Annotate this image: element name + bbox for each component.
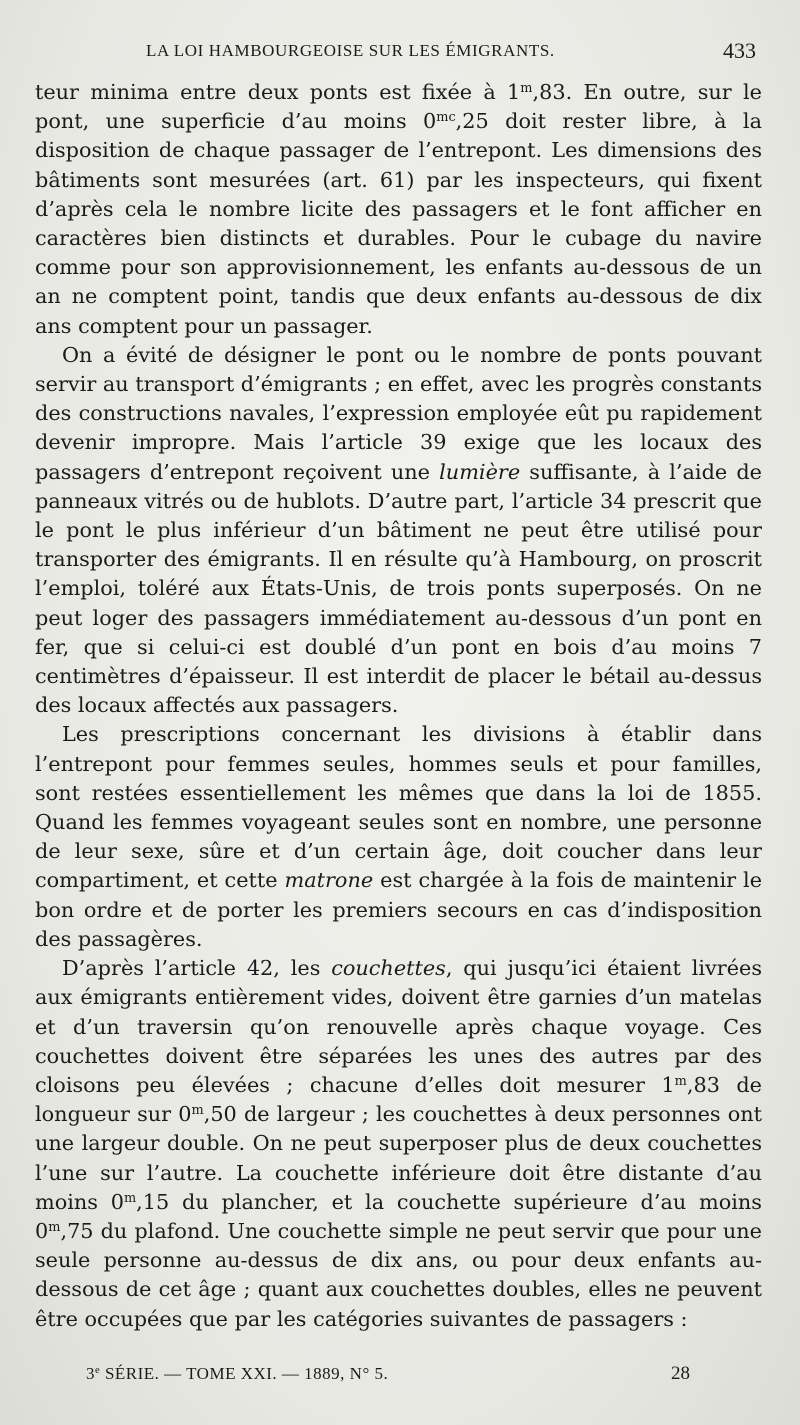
paragraph-4-text-f: ,75 du plafond. Une couchette simple ne peut servir que pour une seule personne au-dessus de dix ans, ou pour deux enfants au-dessous de cet âge ; quant aux couchettes doubles, elles ne peuvent être occupées que par les catégories suivantes de passagers : [35,1218,762,1331]
unit-superscript: m [48,1219,61,1235]
italic-term-lumiere: lumière [439,459,521,484]
page-footer [86,1360,690,1388]
paragraph-3 [35,720,762,954]
series-line [86,1360,388,1388]
paragraph-4-text-a: D’après l’article 42, les [62,956,332,981]
paragraph-2-text-b: suffisante, à l’aide de panneaux vitrés ou de hublots. D’autre part, l’article 34 prescrit que le pont le plus inférieur d’un bâtiment ne peut être utilisé pour transporter des émigrants. Il en résulte qu’à Hambourg, on proscrit l’emploi, toléré aux États-Unis, de trois ponts superposés. On ne peut loger des passagers immédiatement au-dessous d’un pont en fer, que si celui-ci est doublé d’un pont en bois d’au moins 7 centimètres d’épaisseur. Il est interdit de placer le bétail au-dessus des locaux affectés aux passagers. [35,459,762,718]
running-title: LA LOI HAMBOURGEOISE SUR LES ÉMIGRANTS. [146,41,555,60]
unit-superscript: m [674,1073,687,1089]
series-number: 3 [86,1364,95,1383]
paragraph-1-text-b: ,83. En outre, sur le pont, une superficie d’au moins 0 [35,80,762,134]
paragraph-3-text-b: est chargée à la fois de maintenir le bon ordre et de porter les premiers secours en cas d’indisposition des passagères. [35,868,762,951]
signature-mark: 28 [671,1363,690,1384]
italic-term-couchettes: couchettes [331,956,446,981]
paragraph-1 [35,78,762,341]
paragraph-4 [35,954,762,1334]
paragraph-4-text-b: , qui jusqu’ici étaient livrées aux émigrants entièrement vides, doivent être garnies d’un matelas et d’un traversin qu’on renouvelle après chaque voyage. Ces couchettes doivent être séparées les unes des autres par des cloisons peu élevées ; chacune d’elles doit mesurer 1 [35,956,762,1097]
paragraph-1-text-c: ,25 doit rester libre, à la disposition de chaque passager de l’entrepont. Les dimensions des bâtiments sont mesurées (art. 61) par les inspecteurs, qui fixent d’après cela le nombre licite des passagers et le font afficher en caractères bien distincts et durables. Pour le cubage du navire comme pour son approvisionnement, les enfants au-dessous de un an ne comptent point, tandis que deux enfants au-dessous de dix ans comptent pour un passager. [35,109,762,338]
series-details: SÉRIE. — TOME XXI. — 1889, N° 5. [100,1364,389,1383]
italic-term-matrone: matrone [284,868,374,893]
page-number: 433 [723,38,756,63]
body-text [35,78,762,1334]
paragraph-1-text-a: teur minima entre deux ponts est fixée à 1 [35,80,521,104]
series-superscript: e [95,1365,101,1377]
paragraph-2 [35,341,762,721]
paragraph-2-text-a: On a évité de désigner le pont ou le nombre de ponts pouvant servir au transport d’émigrants ; en effet, avec les progrès constants des constructions navales, l’expression employée eût pu rapidement devenir impropre. Mais l’article 39 exige que les locaux des passagers d’entrepont reçoivent une [35,342,762,484]
unit-superscript: m [520,80,533,96]
unit-superscript: mc [436,110,456,126]
unit-superscript: m [191,1103,204,1119]
paragraph-3-text-a: Les prescriptions concernant les divisions à établir dans l’entrepont pour femmes seules, hommes seuls et pour familles, sont restées essentiellement les mêmes que dans la loi de 1855. Quand les femmes voyageant seules sont en nombre, une personne de leur sexe, sûre et d’un certain âge, doit coucher dans leur compartiment, et cette [35,722,762,893]
paragraph-4-text-d: ,50 de largeur ; les couchettes à deux personnes ont une largeur double. On ne peut superposer plus de deux couchettes l’une sur l’autre. La couchette inférieure doit être distante d’au moins 0 [35,1102,762,1214]
paragraph-4-text-c: ,83 de longueur sur 0 [35,1072,762,1127]
unit-superscript: m [123,1190,137,1206]
paragraph-4-text-e: ,15 du plancher, et la couchette supérieure d’au moins 0 [35,1189,762,1243]
running-head [36,36,756,66]
